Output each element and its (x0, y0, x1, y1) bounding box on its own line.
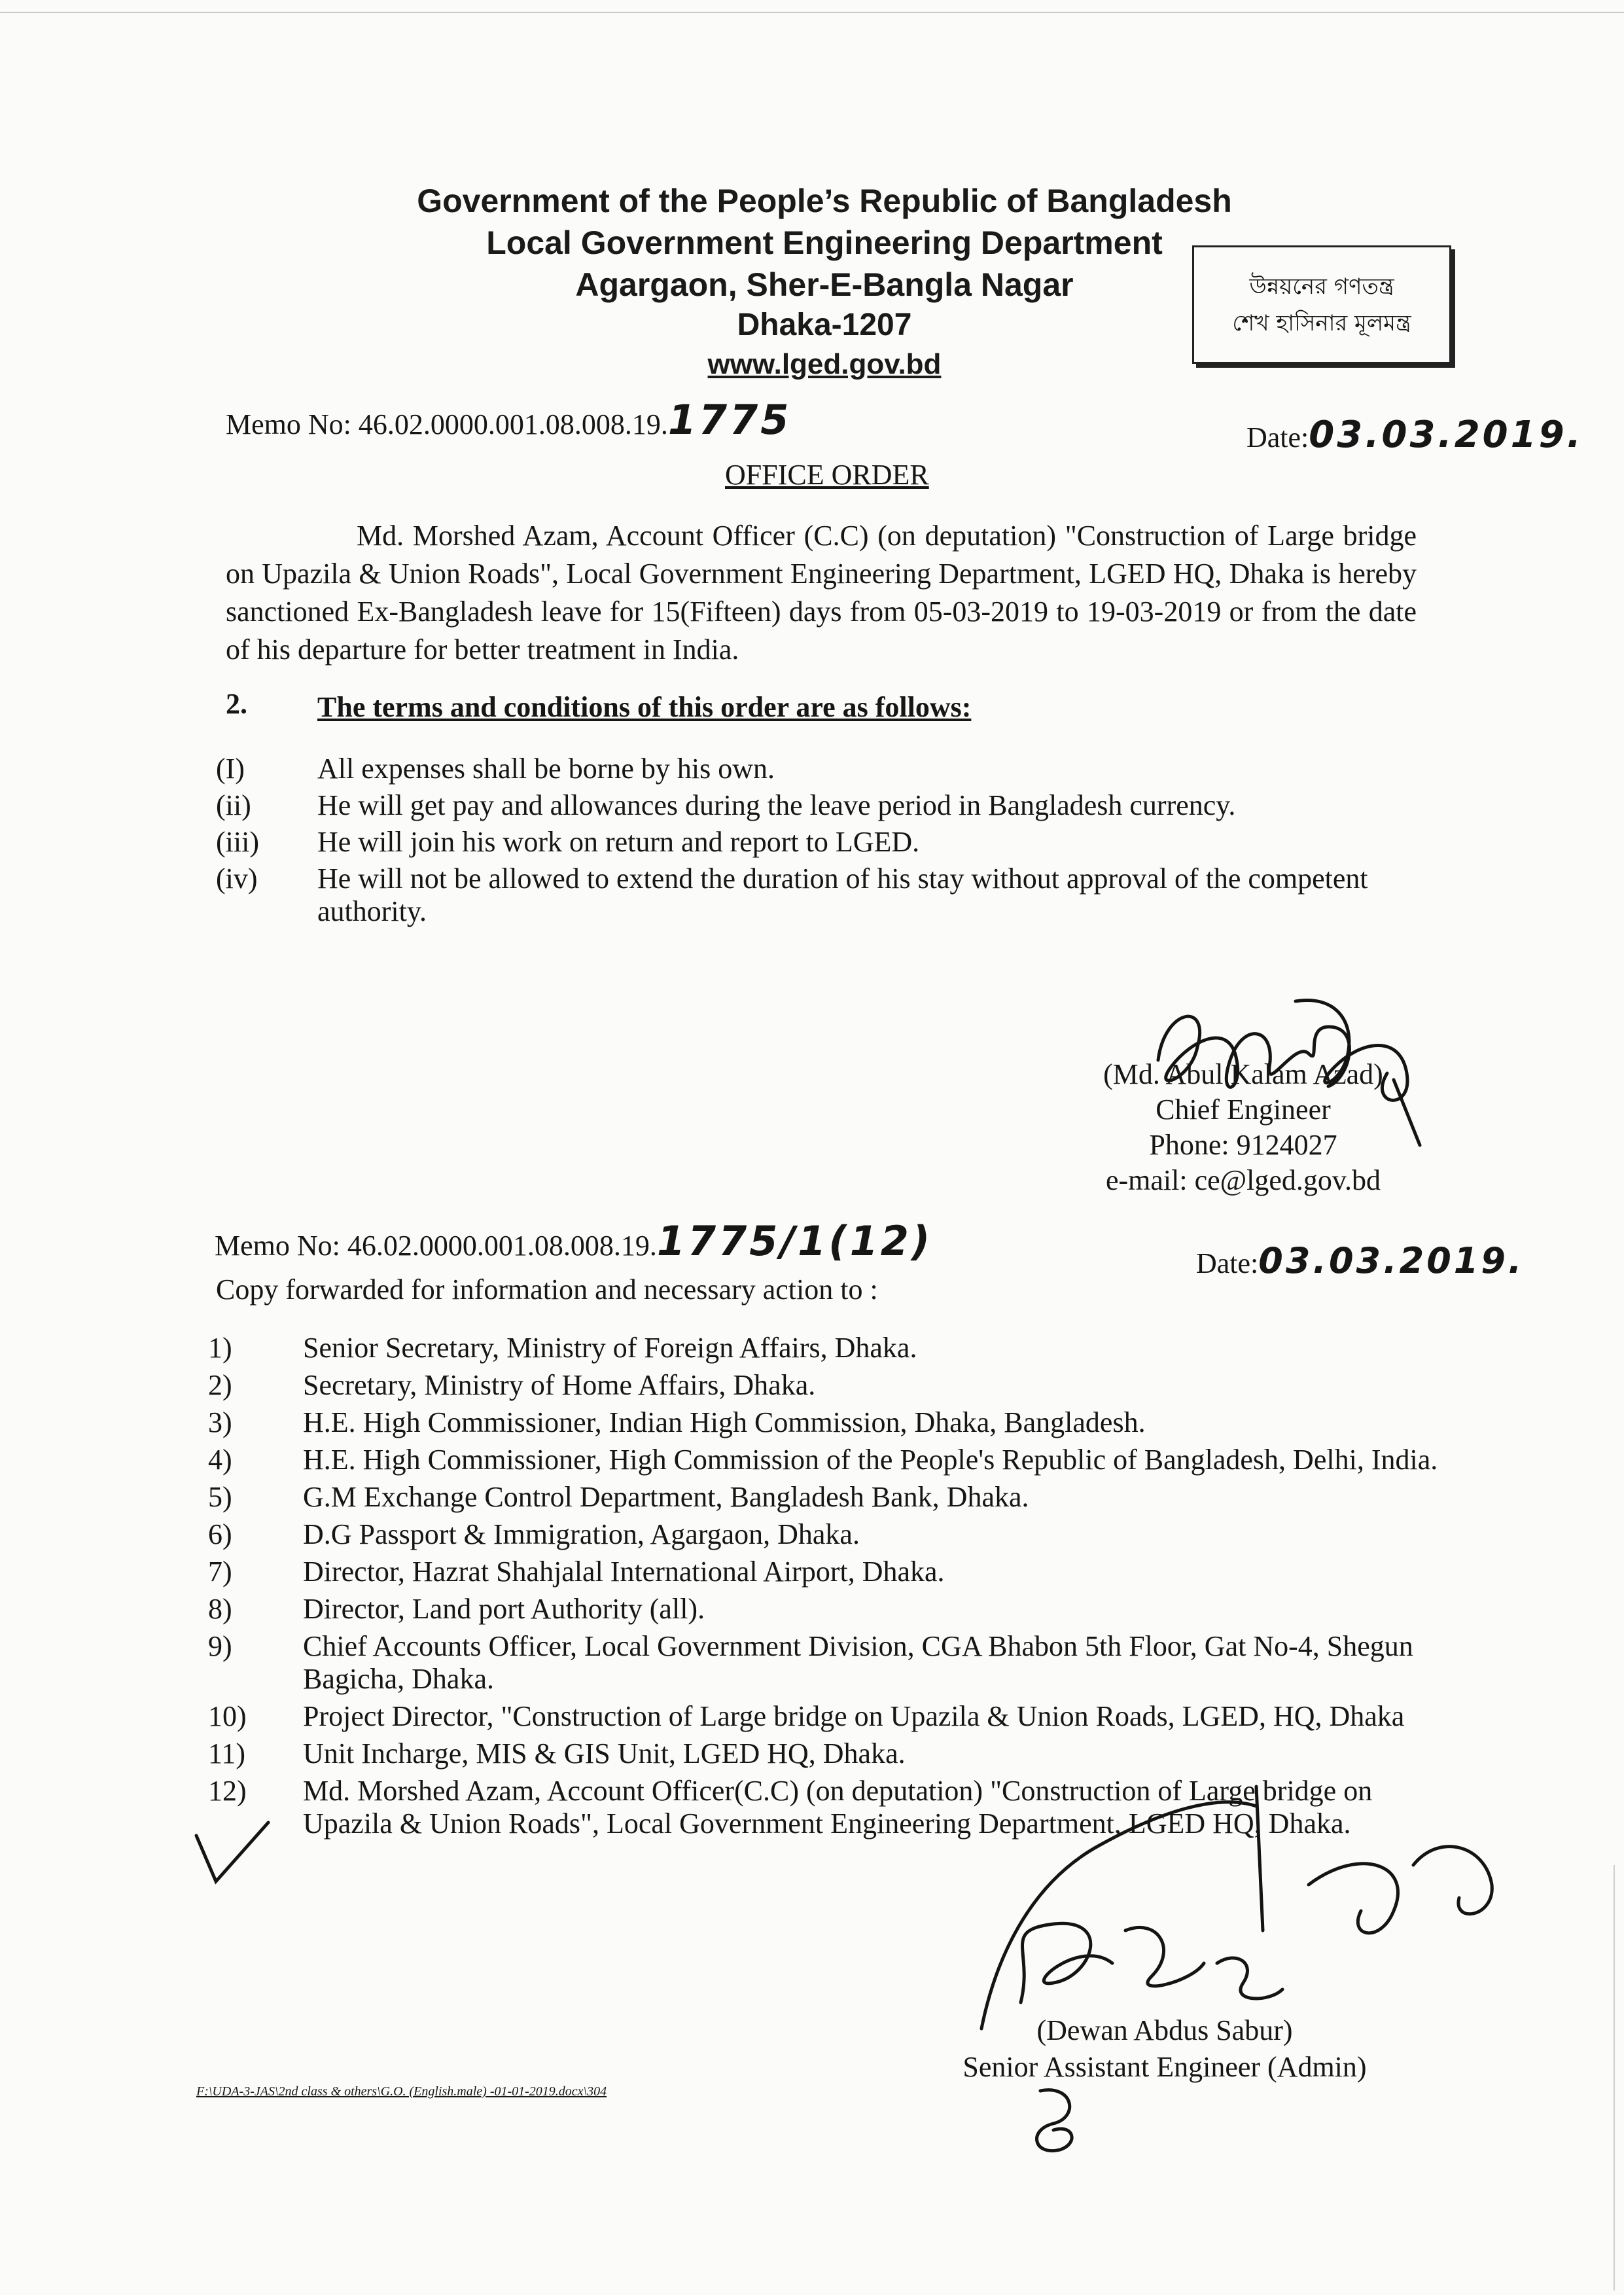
document-title: OFFICE ORDER (725, 459, 929, 491)
list-item (208, 1481, 1438, 1514)
list-item (208, 1444, 1438, 1476)
recipient-number: 1) (208, 1332, 232, 1364)
slogan-line-1: উন্নয়নের গণতন্ত্র (1249, 273, 1394, 300)
recipient-number: 9) (208, 1630, 232, 1662)
term-text: He will not be allowed to extend the duration of his stay without approval of the competent authority. (317, 863, 1368, 927)
copy-forwarded-intro: Copy forwarded for information and necessary action to : (216, 1273, 878, 1306)
recipient-number: 4) (208, 1444, 232, 1476)
list-item (208, 1700, 1438, 1733)
memo-number-label: Memo No: 46.02.0000.001.08.008.19. (226, 408, 668, 440)
recipient-number: 12) (208, 1775, 247, 1807)
file-path-footer: F:\UDA-3-JAS\2nd class & others\G.O. (English.male) -01-01-2019.docx\304 (196, 2084, 607, 2099)
terms-heading: The terms and conditions of this order are as follows: (317, 691, 972, 723)
copy-memo-handwritten: 1775/1(12) (656, 1217, 933, 1265)
scan-edge-top (0, 12, 1624, 13)
letterhead-city: Dhaka-1207 (737, 308, 912, 342)
recipient-number: 7) (208, 1556, 232, 1588)
list-item (216, 826, 1420, 859)
copy-memo-number (215, 1217, 932, 1265)
senior-assistant-engineer-signature (942, 1767, 1505, 2042)
signatory-phone: Phone: 9124027 (1149, 1129, 1337, 1161)
chief-engineer-block (1073, 1057, 1413, 1198)
copy-date-label: Date: (1196, 1247, 1259, 1279)
order-date-handwritten: 03.03.2019. (1309, 414, 1583, 456)
list-item (208, 1406, 1438, 1439)
list-item (208, 1332, 1438, 1364)
slogan-line-2: শেখ হাসিনার মূলমন্ত্র (1232, 310, 1411, 336)
recipient-number: 2) (208, 1369, 232, 1401)
letterhead-government: Government of the People’s Republic of Bangladesh (417, 183, 1232, 219)
list-item (208, 1518, 1438, 1551)
recipient-number: 5) (208, 1481, 232, 1513)
terms-list (216, 753, 1420, 932)
term-number: (iv) (216, 863, 258, 895)
recipient-text: Chief Accounts Officer, Local Government Division, CGA Bhabon 5th Floor, Gat No-4, Shegun Bagicha, Dhaka. (303, 1630, 1413, 1695)
list-item (216, 789, 1420, 822)
recipient-text: Secretary, Ministry of Home Affairs, Dhaka. (303, 1369, 816, 1401)
signatory-name: (Dewan Abdus Sabur) (1036, 2014, 1293, 2046)
recipient-number: 6) (208, 1518, 232, 1550)
recipient-number: 8) (208, 1593, 232, 1625)
recipient-text: Senior Secretary, Ministry of Foreign Affairs, Dhaka. (303, 1332, 917, 1364)
list-item (216, 863, 1420, 928)
term-number: (iii) (216, 826, 259, 858)
term-text: All expenses shall be borne by his own. (317, 753, 775, 785)
memo-number (226, 396, 791, 444)
term-text: He will join his work on return and report to LGED. (317, 826, 920, 858)
copy-date (1196, 1240, 1524, 1281)
tick-mark-icon (190, 1816, 275, 1888)
list-item (208, 1630, 1438, 1696)
list-item (208, 1369, 1438, 1402)
terms-number: 2. (226, 688, 247, 720)
signatory-title: Chief Engineer (1156, 1094, 1331, 1126)
recipient-text: H.E. High Commissioner, High Commission of the People's Republic of Bangladesh, Delhi, India. (303, 1444, 1438, 1476)
signatory-title: Senior Assistant Engineer (Admin) (962, 2051, 1367, 2083)
list-item (208, 1737, 1438, 1770)
recipient-number: 10) (208, 1700, 247, 1732)
recipient-text: Director, Land port Authority (all). (303, 1593, 705, 1625)
recipient-text: G.M Exchange Control Department, Bangladesh Bank, Dhaka. (303, 1481, 1029, 1513)
signatory-name: (Md. Abul Kalam Azad) (1103, 1058, 1383, 1090)
recipient-text: H.E. High Commissioner, Indian High Commission, Dhaka, Bangladesh. (303, 1406, 1146, 1438)
slogan-box (1192, 245, 1451, 364)
term-number: (ii) (216, 789, 251, 821)
term-text: He will get pay and allowances during the leave period in Bangladesh currency. (317, 789, 1236, 821)
senior-assistant-engineer-block (903, 2012, 1426, 2086)
recipient-number: 3) (208, 1406, 232, 1438)
order-body: Md. Morshed Azam, Account Officer (C.C) (on deputation) "Construction of Large bridge on Upazila & Union Roads", Local Government Engineering Department, LGED HQ, Dhaka is hereby sanctioned Ex-Bangladesh leave for 15(Fifteen) days from 05-03-2019 to 19-03-2019 or from the date of his departure for better treatment in India. (226, 520, 1417, 666)
letterhead (366, 180, 1282, 384)
list-item (208, 1556, 1438, 1588)
recipient-text: Unit Incharge, MIS & GIS Unit, LGED HQ, Dhaka. (303, 1737, 906, 1770)
scan-edge-right (1614, 1865, 1615, 2290)
recipient-text: Project Director, "Construction of Large bridge on Upazila & Union Roads, LGED, HQ, Dhaka (303, 1700, 1405, 1732)
order-date (1246, 414, 1583, 456)
memo-number-handwritten: 1775 (667, 396, 792, 444)
recipient-number: 11) (208, 1737, 246, 1770)
recipient-text: Director, Hazrat Shahjalal International Airport, Dhaka. (303, 1556, 945, 1588)
copy-memo-label: Memo No: 46.02.0000.001.08.008.19. (215, 1230, 657, 1262)
order-date-label: Date: (1246, 421, 1309, 454)
recipient-text: Md. Morshed Azam, Account Officer(C.C) (on deputation) "Construction of Large bridge on Upazila & Union Roads", Local Government Engineering Department, LGED HQ, Dhaka. (303, 1775, 1373, 1840)
letterhead-website: www.lged.gov.bd (707, 348, 942, 380)
signatory-email: e-mail: ce@lged.gov.bd (1105, 1164, 1381, 1196)
letterhead-address: Agargaon, Sher-E-Bangla Nagar (575, 266, 1074, 303)
list-item (208, 1593, 1438, 1626)
recipient-text: D.G Passport & Immigration, Agargaon, Dhaka. (303, 1518, 860, 1550)
list-item (216, 753, 1420, 785)
copy-date-handwritten: 03.03.2019. (1258, 1240, 1525, 1281)
letterhead-department: Local Government Engineering Department (486, 224, 1163, 261)
term-number: (I) (216, 753, 245, 785)
initial-mark-icon (1021, 2078, 1093, 2163)
